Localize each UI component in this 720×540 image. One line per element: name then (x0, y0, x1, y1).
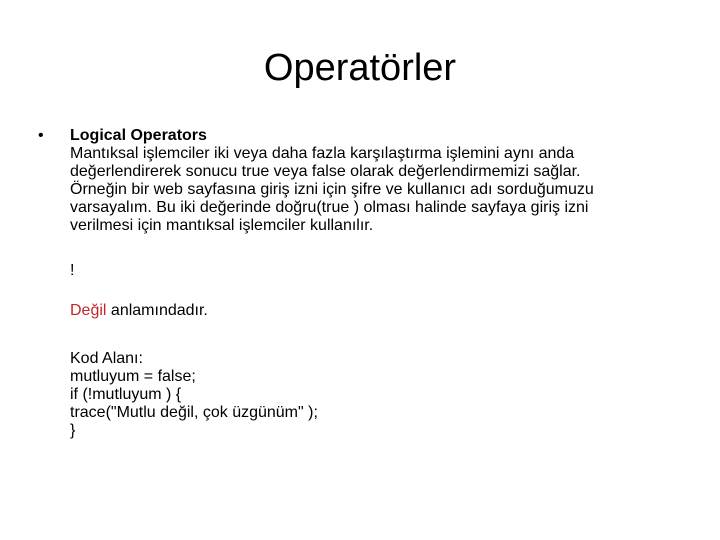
bullet-marker: • (38, 127, 44, 144)
operator-symbol: ! (70, 262, 75, 279)
description-line: Mantıksal işlemciler iki veya daha fazla karşılaştırma işlemini aynı anda (70, 145, 575, 162)
description-line: verilmesi için mantıksal işlemciler kullanılır. (70, 217, 374, 234)
description-line: varsayalım. Bu iki değerinde doğru(true ) olması halinde sayfaya giriş izni (70, 199, 589, 216)
code-line: trace("Mutlu değil, çok üzgünüm" ); (70, 404, 318, 421)
section-heading: Logical Operators (70, 127, 207, 144)
code-label: Kod Alanı: (70, 350, 143, 367)
slide-title: Operatörler (263, 47, 457, 89)
code-line: } (70, 422, 76, 439)
operator-meaning: anlamındadır. (106, 302, 208, 319)
operator-name: Değil (70, 302, 107, 319)
code-line: mutluyum = false; (70, 368, 196, 385)
description-line: Örneğin bir web sayfasına giriş izni için şifre ve kullanıcı adı sorduğumuzu (70, 181, 594, 198)
description-line: değerlendirerek sonucu true veya false olarak değerlendirmemizi sağlar. (70, 163, 581, 180)
description-paragraph (70, 145, 670, 235)
code-line: if (!mutluyum ) { (70, 386, 182, 403)
slide-content (70, 127, 670, 440)
code-block (70, 350, 670, 440)
operator-description (70, 302, 670, 320)
